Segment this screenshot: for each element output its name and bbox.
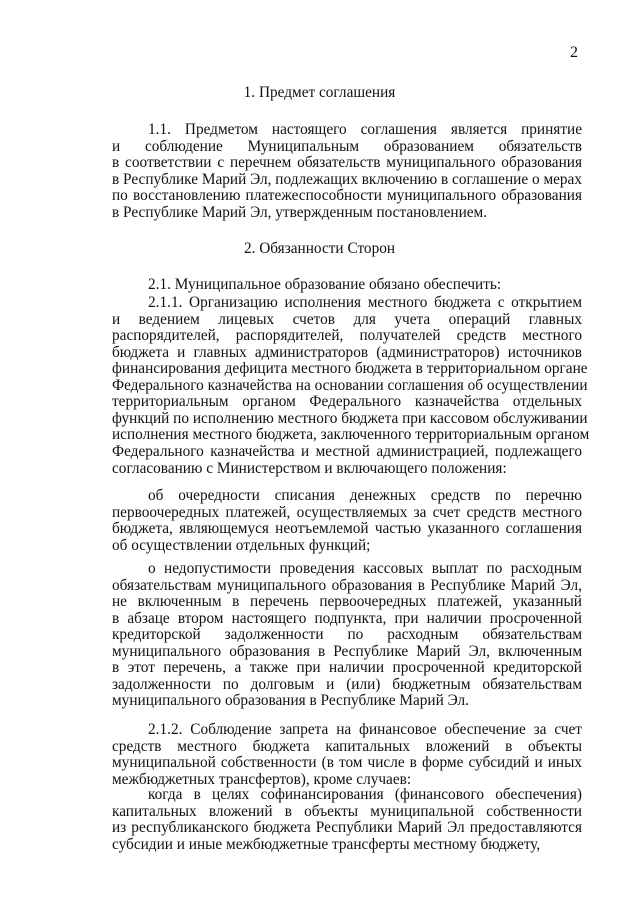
- text-line: 2.1. Муниципальное образование обязано обеспечить:: [148, 276, 502, 293]
- section-heading: 2. Обязанности Сторон: [243, 240, 396, 257]
- text-line: 2.1.2. Соблюдение запрета на финансовое обеспечение за счет: [148, 721, 582, 738]
- text-line: муниципальной собственности (в том числе в форме субсидий и иных: [112, 754, 582, 772]
- text-line: бюджета и главных администраторов (администраторов) источников: [112, 343, 582, 361]
- text-line: межбюджетных трансфертов), кроме случаев:: [112, 770, 412, 788]
- text-line: распорядителей, распорядителей, получателей средств местного: [112, 327, 582, 345]
- text-line: в этот перечень, а также при наличии просроченной кредиторской: [112, 659, 582, 677]
- section-heading: 1. Предмет соглашения: [243, 84, 396, 101]
- text-line: муниципального образования в Республике Марий Эл, включенным: [112, 642, 582, 660]
- text-line: в абзаце втором настоящего подпункта, при наличии просроченной: [112, 609, 582, 627]
- text-line: в соответствии с перечнем обязательств муниципального образования: [112, 154, 582, 172]
- text-line: Федерального казначейства и местной администрацией, подлежащего: [112, 442, 582, 460]
- text-line: Федерального казначейства на основании соглашения об осуществлении: [112, 376, 588, 394]
- text-line: 1.1. Предметом настоящего соглашения является принятие: [148, 121, 582, 138]
- text-line: муниципального образования в Республике Марий Эл.: [112, 692, 469, 710]
- text-line: финансирования дефицита местного бюджета в территориальном органе: [112, 360, 588, 378]
- page-number: 2: [570, 44, 578, 61]
- text-line: о недопустимости проведения кассовых выплат по расходным: [148, 560, 582, 577]
- text-line: задолженности по долговым и (или) бюджетным обязательствам: [112, 675, 582, 693]
- text-line: об очередности списания денежных средств по перечню: [148, 487, 582, 504]
- text-line: средств местного бюджета капитальных вложений в объекты: [112, 737, 582, 755]
- text-line: функций по исполнению местного бюджета при кассовом обслуживании: [112, 409, 588, 427]
- text-line: по восстановлению платежеспособности муниципального образования: [112, 187, 582, 205]
- text-line: об осуществлении отдельных функций;: [112, 536, 371, 554]
- text-line: субсидии и иные межбюджетные трансферты местному бюджету,: [112, 835, 541, 853]
- text-line: первоочередных платежей, осуществляемых за счет средств местного: [112, 503, 582, 521]
- text-line: не включенным в перечень первоочередных платежей, указанный: [112, 593, 582, 611]
- text-line: в Республике Марий Эл, утвержденным постановлением.: [112, 203, 488, 221]
- text-line: и ведением лицевых счетов для учета операций главных: [112, 310, 582, 328]
- text-line: в Республике Марий Эл, подлежащих включению в соглашение о мерах: [112, 170, 582, 188]
- text-line: из республиканского бюджета Республики Марий Эл предоставляются: [112, 819, 582, 837]
- text-line: исполнения местного бюджета, заключенного территориальным органом: [112, 426, 590, 444]
- text-line: кредиторской задолженности по расходным обязательствам: [112, 626, 582, 644]
- text-line: согласованию с Министерством и включающего положения:: [112, 459, 507, 477]
- text-line: обязательствам муниципального образования в Республике Марий Эл,: [112, 576, 582, 594]
- text-line: когда в целях софинансирования (финансового обеспечения): [148, 786, 582, 803]
- text-line: бюджета, являющемуся неотъемлемой частью указанного соглашения: [112, 520, 582, 538]
- text-line: территориальным органом Федерального казначейства отдельных: [112, 393, 582, 411]
- text-line: капитальных вложений в объекты муниципальной собственности: [112, 802, 582, 820]
- text-line: и соблюдение Муниципальным образованием обязательств: [112, 137, 582, 155]
- text-line: 2.1.1. Организацию исполнения местного бюджета с открытием: [148, 294, 582, 311]
